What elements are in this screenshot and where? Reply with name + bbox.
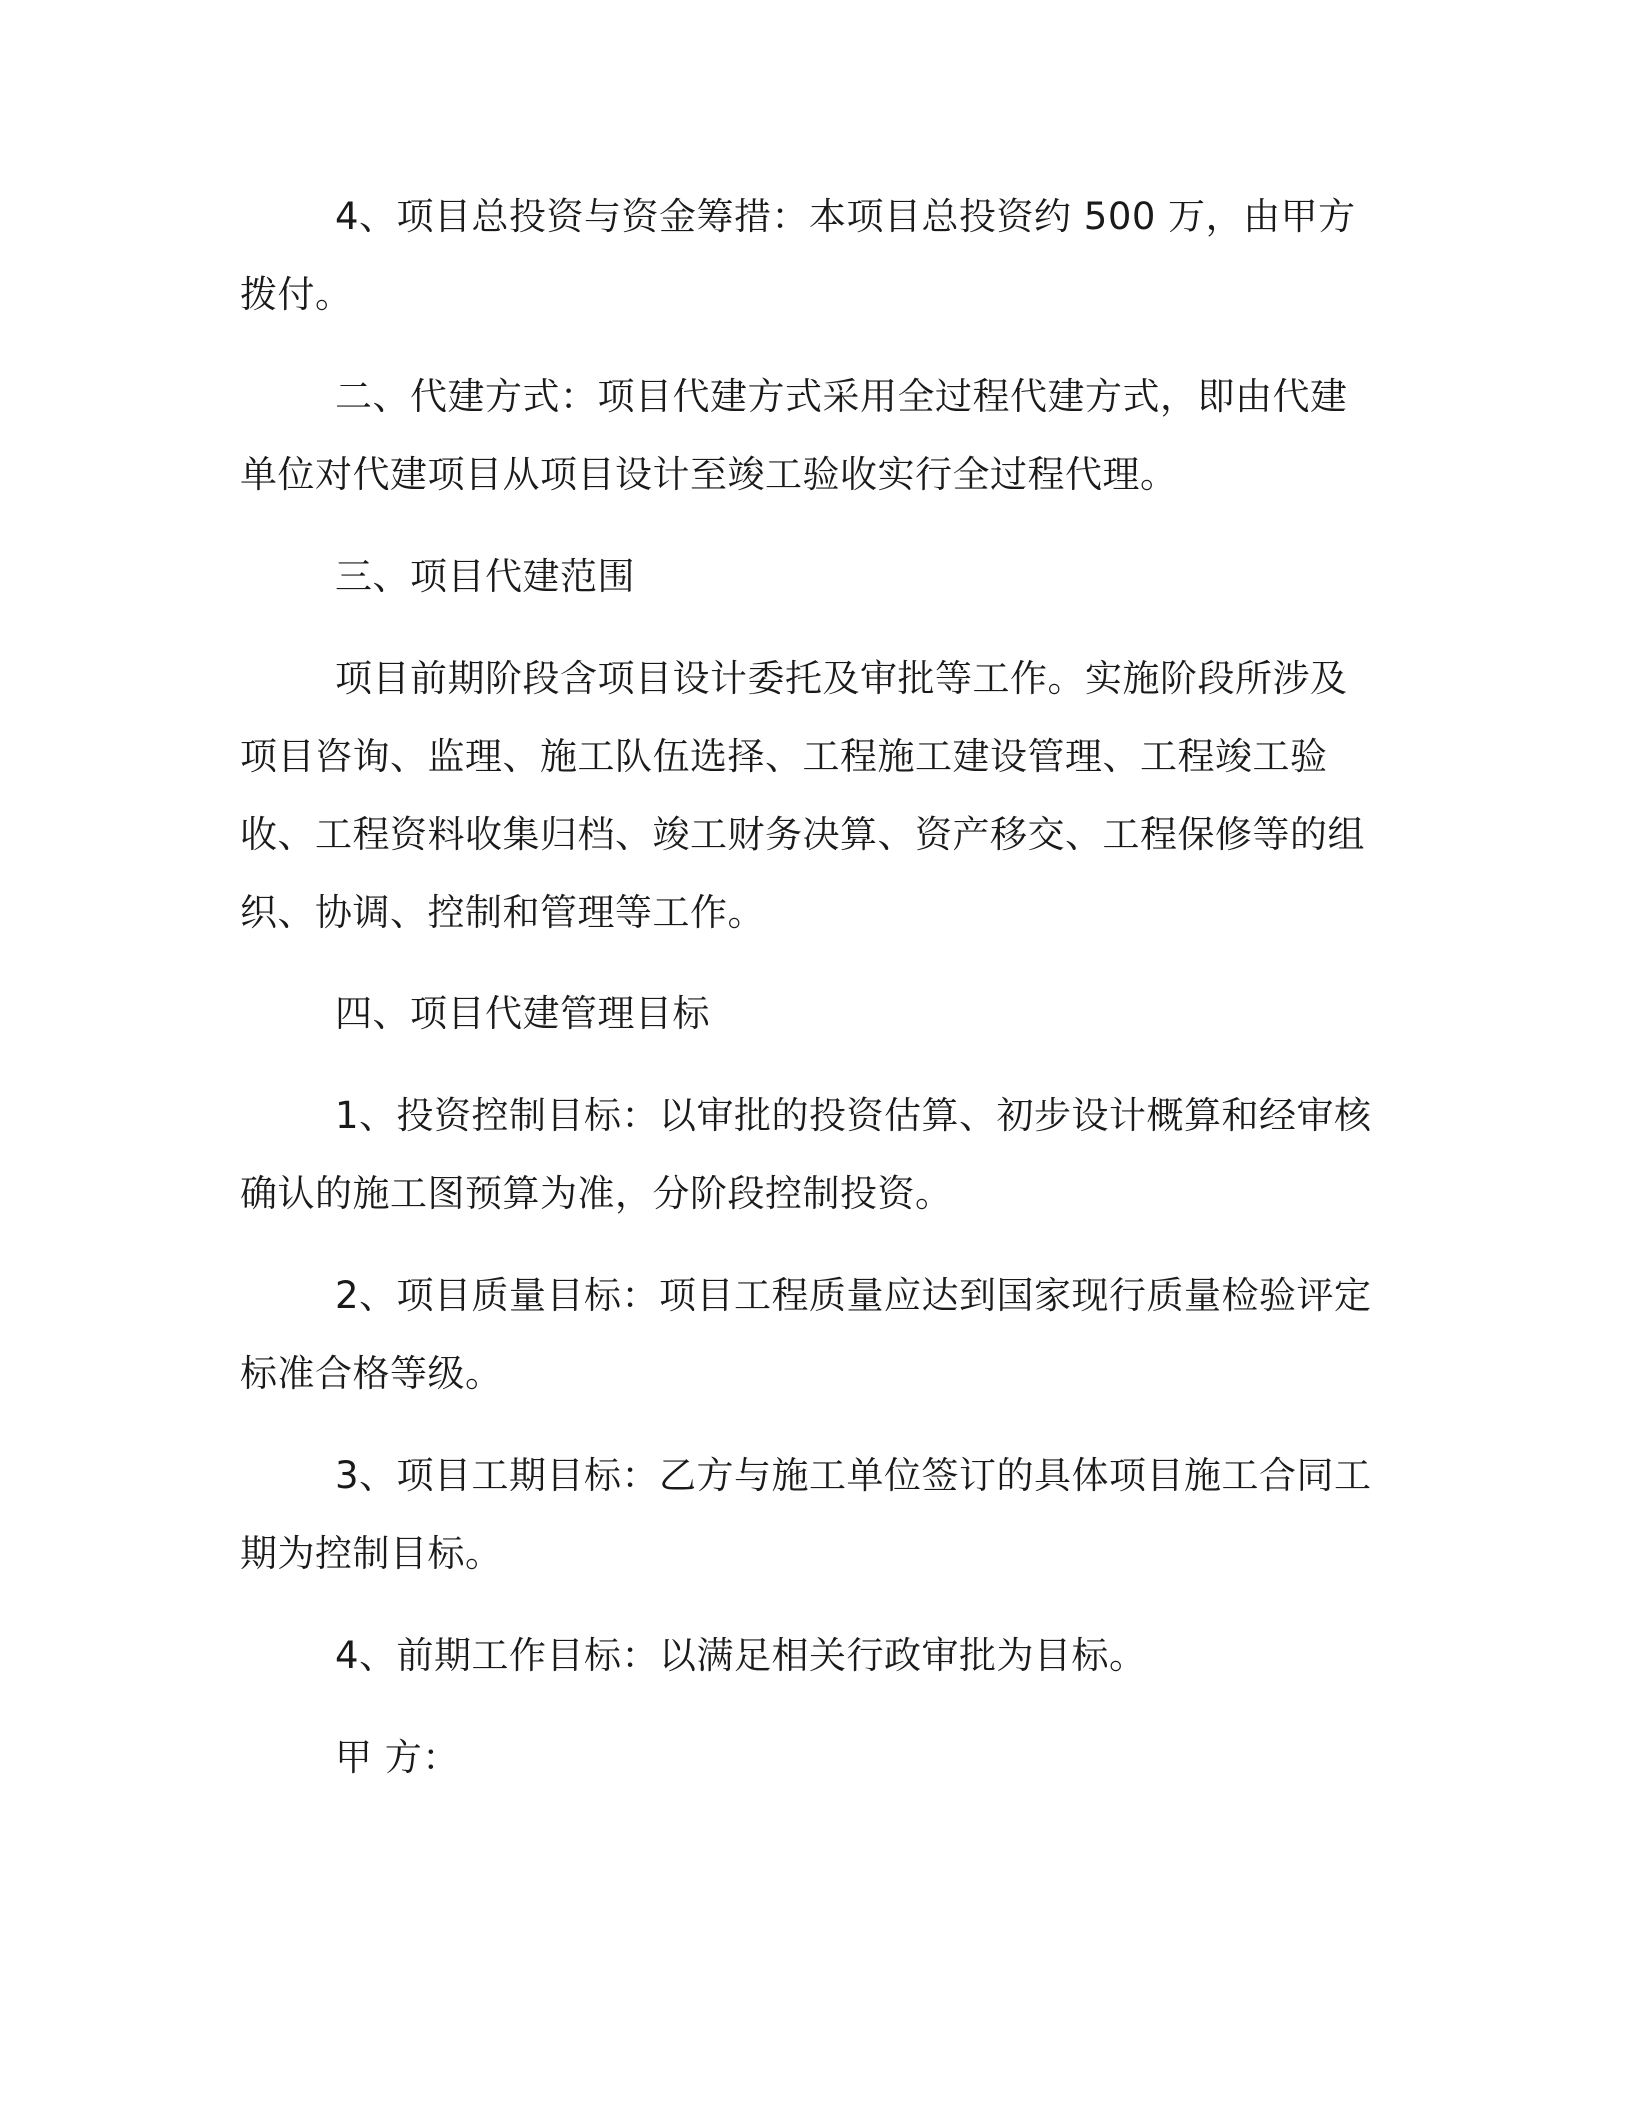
party-a-label: 甲 方： [335, 1736, 460, 1779]
heading-management-goals: 四、项目代建管理目标 [335, 992, 710, 1035]
paragraph-quality-goal: 2、项目质量目标：项目工程质量应达到国家现行质量检验评定标准合格等级。 [240, 1274, 1372, 1395]
heading-construction-scope: 三、项目代建范围 [335, 555, 635, 598]
paragraph-schedule-goal: 3、项目工期目标：乙方与施工单位签订的具体项目施工合同工期为控制目标。 [240, 1454, 1372, 1575]
paragraph-preliminary-work-goal: 4、前期工作目标：以满足相关行政审批为目标。 [335, 1634, 1147, 1677]
paragraph-total-investment: 4、项目总投资与资金筹措：本项目总投资约 500 万，由甲方拨付。 [240, 195, 1356, 316]
paragraph-construction-scope: 项目前期阶段含项目设计委托及审批等工作。实施阶段所涉及项目咨询、监理、施工队伍选择、工程施工建设管理、工程竣工验收、工程资料收集归档、竣工财务决算、资产移交、工程保修等的组织、协调、控制和管理等工作。 [240, 657, 1365, 934]
paragraph-investment-control-goal: 1、投资控制目标：以审批的投资估算、初步设计概算和经审核确认的施工图预算为准，分阶段控制投资。 [240, 1094, 1372, 1215]
paragraph-construction-method: 二、代建方式：项目代建方式采用全过程代建方式，即由代建单位对代建项目从项目设计至竣工验收实行全过程代理。 [240, 375, 1348, 496]
